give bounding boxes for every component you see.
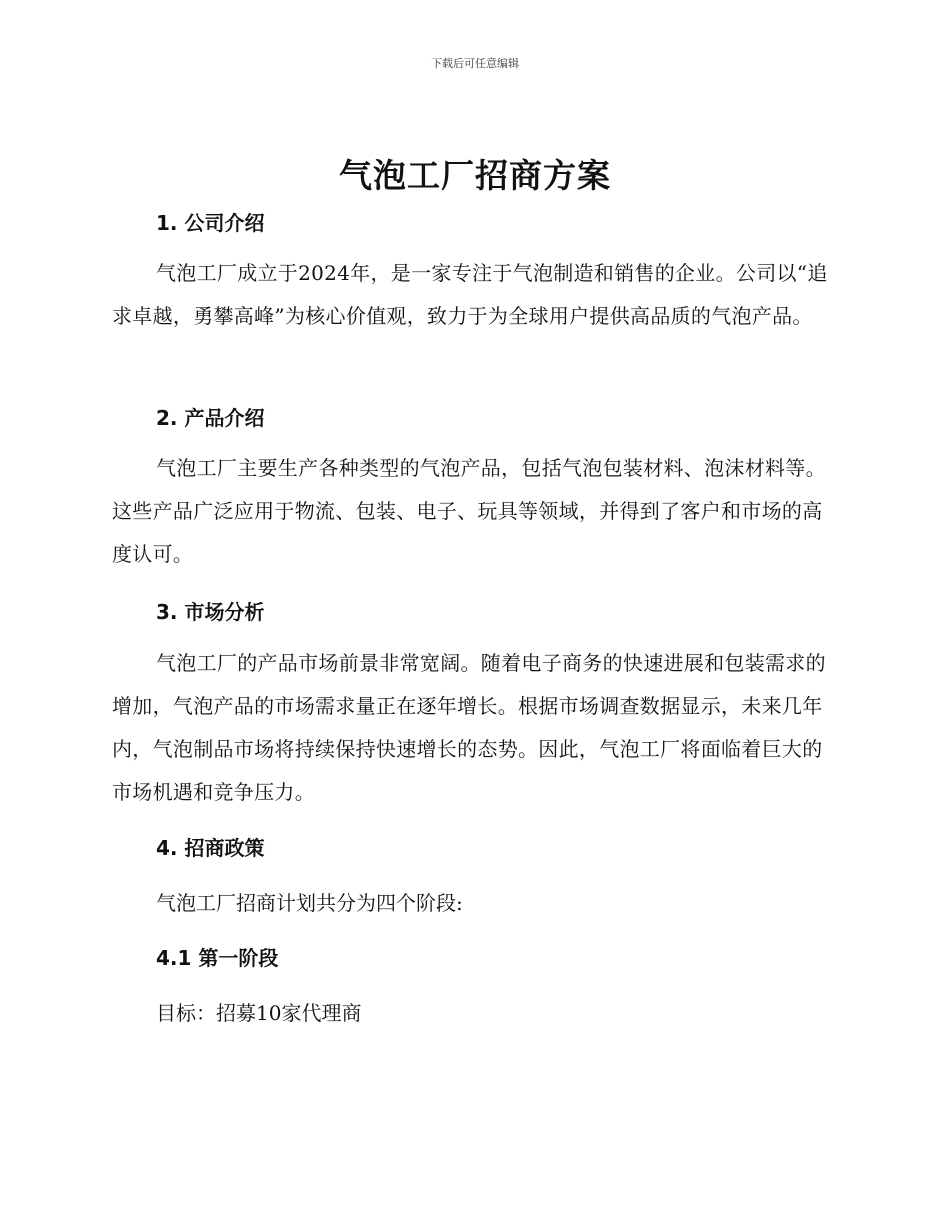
document-title: 气泡工厂招商方案 [339, 156, 611, 195]
paragraph-market-analysis: 气泡工厂的产品市场前景非常宽阔。随着电子商务的快速进展和包装需求的增加，气泡产品的市场需求量正在逐年增长。根据市场调查数据显示，未来几年内，气泡制品市场将持续保持快速增长的态势。因此，气泡工厂将面临着巨大的市场机遇和竞争压力。 [112, 651, 826, 804]
section-heading-market-analysis: 3. 市场分析 [156, 600, 265, 624]
paragraph-investment-policy: 气泡工厂招商计划共分为四个阶段: [156, 891, 463, 915]
page-header-note: 下载后可任意编辑 [431, 57, 519, 70]
section-heading-product-intro: 2. 产品介绍 [156, 406, 265, 430]
section-heading-company-intro: 1. 公司介绍 [156, 211, 265, 235]
section-heading-investment-policy: 4. 招商政策 [156, 836, 265, 860]
subsection-heading-phase-one: 4.1 第一阶段 [156, 946, 279, 970]
paragraph-company-intro: 气泡工厂成立于2024年，是一家专注于气泡制造和销售的企业。公司以“追求卓越，勇攀高峰”为核心价值观，致力于为全球用户提供高品质的气泡产品。 [112, 261, 828, 328]
phase-one-goal: 目标：招募10家代理商 [156, 1001, 362, 1025]
paragraph-product-intro: 气泡工厂主要生产各种类型的气泡产品，包括气泡包装材料、泡沫材料等。这些产品广泛应用于物流、包装、电子、玩具等领域，并得到了客户和市场的高度认可。 [112, 456, 826, 566]
